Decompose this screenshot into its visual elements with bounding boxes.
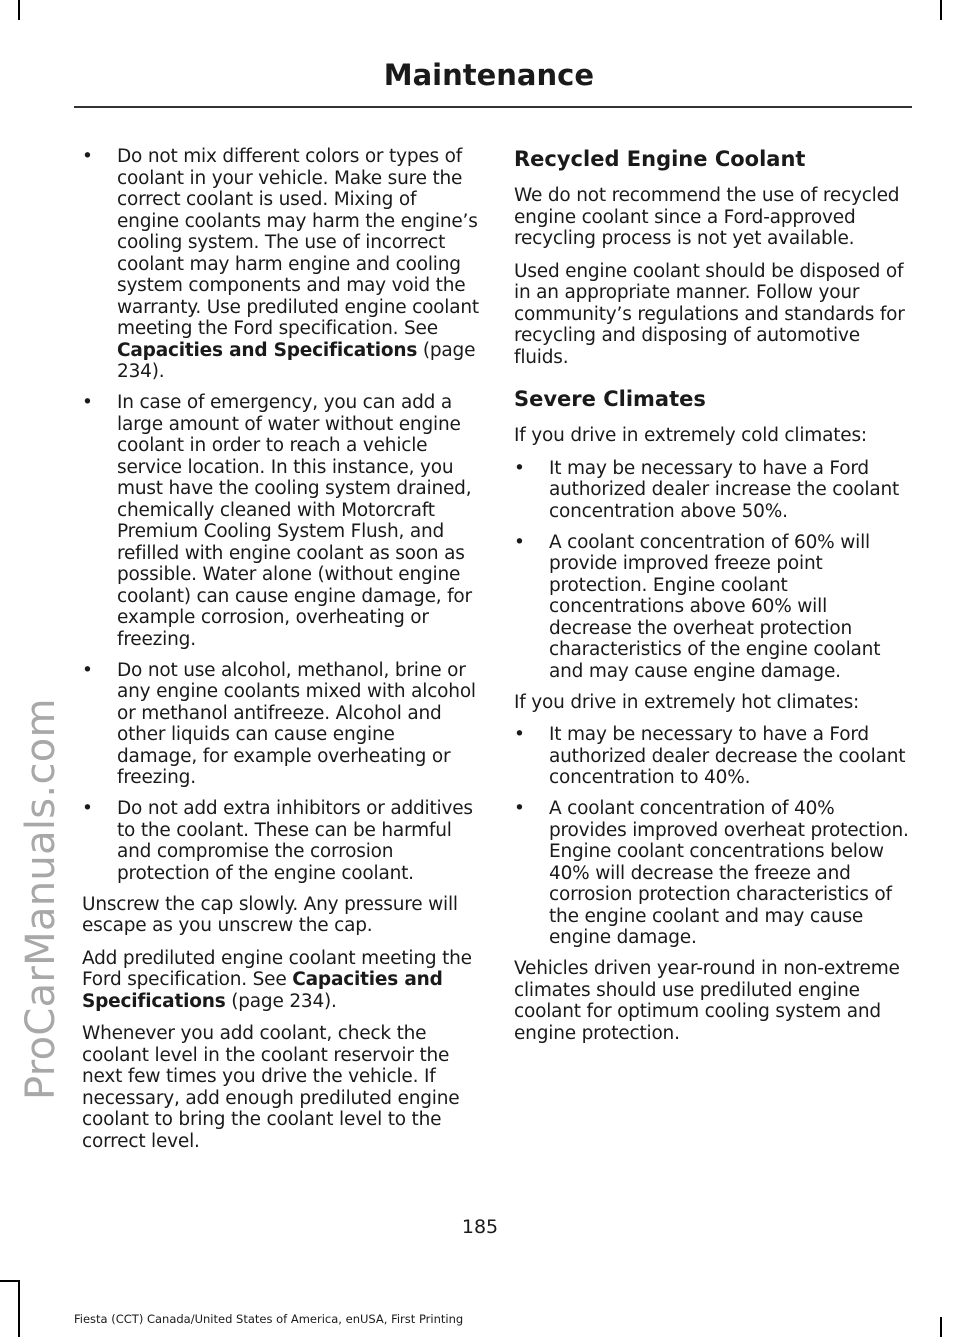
bullet-item: • A coolant concentration of 60% will provide improved freeze point protection. Engine coolant concentrations above 60% will decrease the overheat protection characteristics of the engine coolant and may cause engine damage. xyxy=(514,532,911,683)
page-number: 185 xyxy=(461,1216,499,1238)
paragraph-closing: Vehicles driven year-round in non-extreme climates should use prediluted engine coolant for optimum cooling system and engine protection. xyxy=(514,958,900,1044)
paragraph-text: Add prediluted engine coolant meeting the Ford specification. See xyxy=(82,947,472,990)
header-divider xyxy=(74,106,912,108)
bullet-text: Do not mix different colors or types of coolant in your vehicle. Make sure the correct coolant is used. Mixing of engine coolants may harm the engine’s cooling system. The use of incorrect coolant may harm engine and cooling system components and may void the warranty. Use prediluted engine coolant meeting the Ford specification. See xyxy=(117,146,479,339)
crop-mark-bottom-right-v xyxy=(940,1317,942,1337)
bullet-item: • Do not add extra inhibitors or additives to the coolant. These can be harmful and compromise the corrosion protection of the engine coolant. xyxy=(82,798,479,884)
page-reference: (page 234). xyxy=(225,990,337,1012)
paragraph-check-level: Whenever you add coolant, check the coolant level in the coolant reservoir the next few times you drive the vehicle. If necessary, add enough prediluted engine coolant to bring the coolant level to the correct level. xyxy=(82,1023,460,1152)
right-column xyxy=(514,146,911,1055)
cross-reference: Capacities and Specifications xyxy=(117,339,418,361)
page-title: Maintenance xyxy=(383,58,594,92)
heading-severe-climates: Severe Climates xyxy=(514,387,706,411)
bullet-item: • It may be necessary to have a Ford authorized dealer increase the coolant concentration above 50%. xyxy=(514,458,911,523)
crop-mark-top-right-v xyxy=(940,0,942,20)
page-reference: (page 234). xyxy=(117,339,476,382)
bullet-item: • A coolant concentration of 40% provides improved overheat protection. Engine coolant concentrations below 40% will decrease the freeze and corrosion protection characteristics of the engine coolant and may cause engine damage. xyxy=(514,798,911,949)
bullet-item: • Do not use alcohol, methanol, brine or any engine coolants mixed with alcohol or methanol antifreeze. Alcohol and other liquids can cause engine damage, for example overheating or freezing. xyxy=(82,660,479,789)
paragraph-add-coolant xyxy=(82,948,479,1013)
paragraph-hot-intro: If you drive in extremely hot climates: xyxy=(514,691,860,713)
crop-mark-top-left-v xyxy=(18,0,20,20)
bullet-item: • In case of emergency, you can add a large amount of water without engine coolant in order to reach a vehicle service location. In this instance, you must have the cooling system drained, chemically cleaned with Motorcraft Premium Cooling System Flush, and refilled with engine coolant as soon as possible. Water alone (without engine coolant) can cause engine damage, for example corrosion, overheating or freezing. xyxy=(82,392,479,650)
paragraph-recycled-1: We do not recommend the use of recycled engine coolant since a Ford-approved recycling process is not yet available. xyxy=(514,185,900,249)
heading-recycled-coolant: Recycled Engine Coolant xyxy=(514,147,806,171)
crop-mark-bottom-left-v xyxy=(18,1280,20,1337)
paragraph-recycled-2: Used engine coolant should be disposed of in an appropriate manner. Follow your community’s regulations and standards for recycling and disposing of automotive fluids. xyxy=(514,260,905,368)
paragraph-cold-intro: If you drive in extremely cold climates: xyxy=(514,425,867,446)
bullet-item xyxy=(82,146,479,383)
crop-mark-bottom-left-h xyxy=(0,1280,20,1282)
paragraph-unscrew: Unscrew the cap slowly. Any pressure will escape as you unscrew the cap. xyxy=(82,893,458,936)
cross-reference: Capacities and Specifications xyxy=(82,969,443,1012)
footer-text: Fiesta (CCT) Canada/United States of America, enUSA, First Printing xyxy=(74,1312,464,1326)
left-column xyxy=(82,146,479,1163)
bullet-item: • It may be necessary to have a Ford authorized dealer decrease the coolant concentration to 40%. xyxy=(514,724,911,789)
watermark: ProCarManuals.com xyxy=(18,698,64,1100)
